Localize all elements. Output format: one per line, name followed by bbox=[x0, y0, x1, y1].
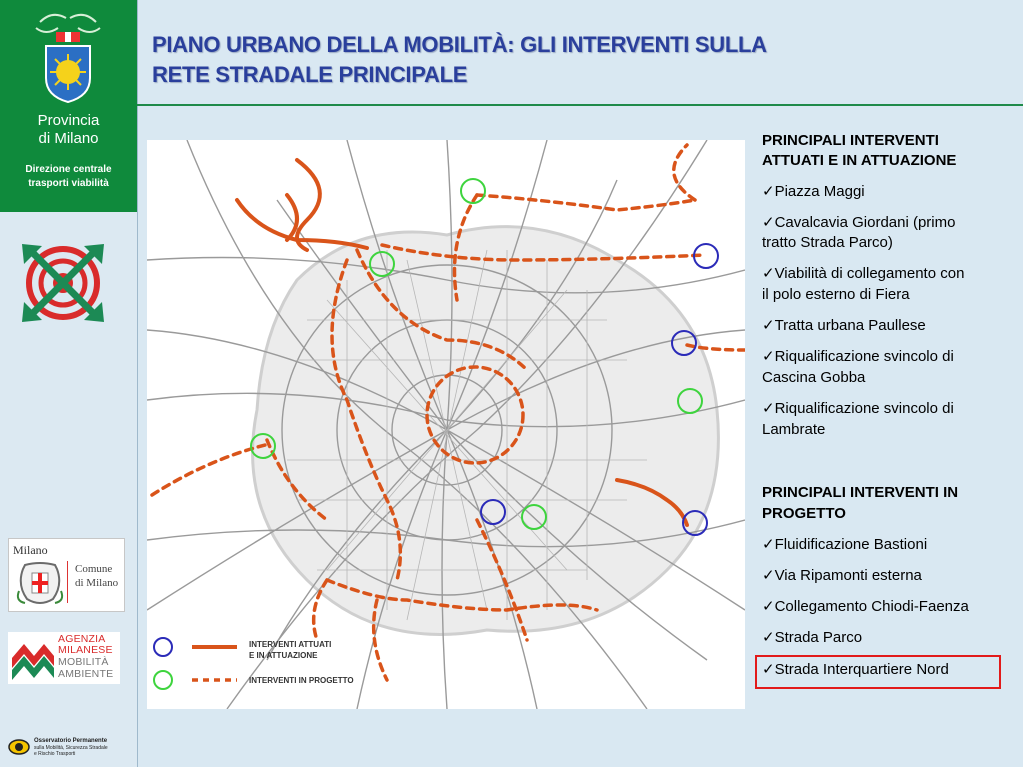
planned-header-line1: PRINCIPALI INTERVENTI IN bbox=[762, 484, 959, 501]
provincia-panel bbox=[0, 0, 137, 212]
agenzia-mobilita-logo bbox=[8, 632, 120, 684]
slide-title-line1: PIANO URBANO DELLA MOBILITÀ: GLI INTERVENTI SULLA bbox=[152, 32, 767, 57]
org-direction-line2: trasporti viabilità bbox=[28, 178, 109, 189]
done-header-line1: PRINCIPALI INTERVENTI bbox=[762, 132, 939, 149]
osservatorio-logo bbox=[8, 736, 133, 760]
planned-item-highlighted: ✓Strada Interquartiere Nord bbox=[762, 661, 949, 678]
done-item-cont: Cascina Gobba bbox=[762, 369, 866, 386]
title-divider bbox=[137, 104, 1023, 106]
planned-item: ✓Via Ripamonti esterna bbox=[762, 567, 922, 584]
planned-header-line2: PROGETTO bbox=[762, 505, 846, 522]
osservatorio-eye-icon bbox=[8, 738, 30, 756]
comune-milano-logo bbox=[8, 538, 125, 612]
done-item: ✓Riqualificazione svincolo di bbox=[762, 400, 954, 417]
done-item: ✓Tratta urbana Paullese bbox=[762, 317, 926, 334]
sidebar bbox=[0, 0, 138, 767]
done-item-cont: il polo esterno di Fiera bbox=[762, 286, 910, 303]
planned-item: ✓Fluidificazione Bastioni bbox=[762, 536, 928, 553]
org-name-line2: di Milano bbox=[38, 130, 99, 147]
planned-item: ✓Collegamento Chiodi-Faenza bbox=[762, 598, 969, 615]
mobility-emblem-icon bbox=[14, 240, 112, 326]
milan-road-network-map bbox=[147, 140, 745, 709]
comune-line2: di Milano bbox=[75, 577, 119, 589]
slide-title-line2: RETE STRADALE PRINCIPALE bbox=[152, 62, 468, 87]
legend-done-line1: INTERVENTI ATTUATI bbox=[249, 640, 332, 649]
osservatorio-line3: e Rischio Trasporti bbox=[34, 751, 76, 757]
agenzia-line1: AGENZIA bbox=[58, 633, 106, 645]
comune-title: Milano bbox=[13, 543, 48, 557]
agenzia-line4: AMBIENTE bbox=[58, 668, 114, 680]
done-item: ✓Cavalcavia Giordani (primo bbox=[762, 214, 956, 231]
osservatorio-line1: Osservatorio Permanente bbox=[34, 738, 108, 744]
highlight-box bbox=[755, 655, 1001, 689]
agenzia-m-icon bbox=[10, 636, 56, 682]
done-item: ✓Riqualificazione svincolo di bbox=[762, 348, 954, 365]
planned-item: ✓Strada Parco bbox=[762, 629, 863, 646]
provincia-crest-icon bbox=[32, 6, 104, 106]
done-item: ✓Viabilità di collegamento con bbox=[762, 265, 965, 282]
done-item: ✓Piazza Maggi bbox=[762, 183, 865, 200]
legend-planned: INTERVENTI IN PROGETTO bbox=[249, 676, 354, 685]
osservatorio-line2: sulla Mobilità, Sicurezza Stradale bbox=[34, 745, 108, 751]
agenzia-line3: MOBILITÀ bbox=[58, 656, 109, 668]
legend-done-line2: E IN ATTUAZIONE bbox=[249, 651, 318, 660]
agenzia-line2: MILANESE bbox=[58, 644, 113, 656]
org-name-line1: Provincia bbox=[37, 112, 100, 129]
comune-shield-icon bbox=[15, 561, 65, 607]
done-item-cont: tratto Strada Parco) bbox=[762, 234, 893, 251]
comune-line1: Comune bbox=[75, 563, 113, 575]
done-header-line2: ATTUATI E IN ATTUAZIONE bbox=[762, 152, 957, 169]
done-item-cont: Lambrate bbox=[762, 421, 826, 438]
org-direction-line1: Direzione centrale bbox=[25, 164, 112, 175]
